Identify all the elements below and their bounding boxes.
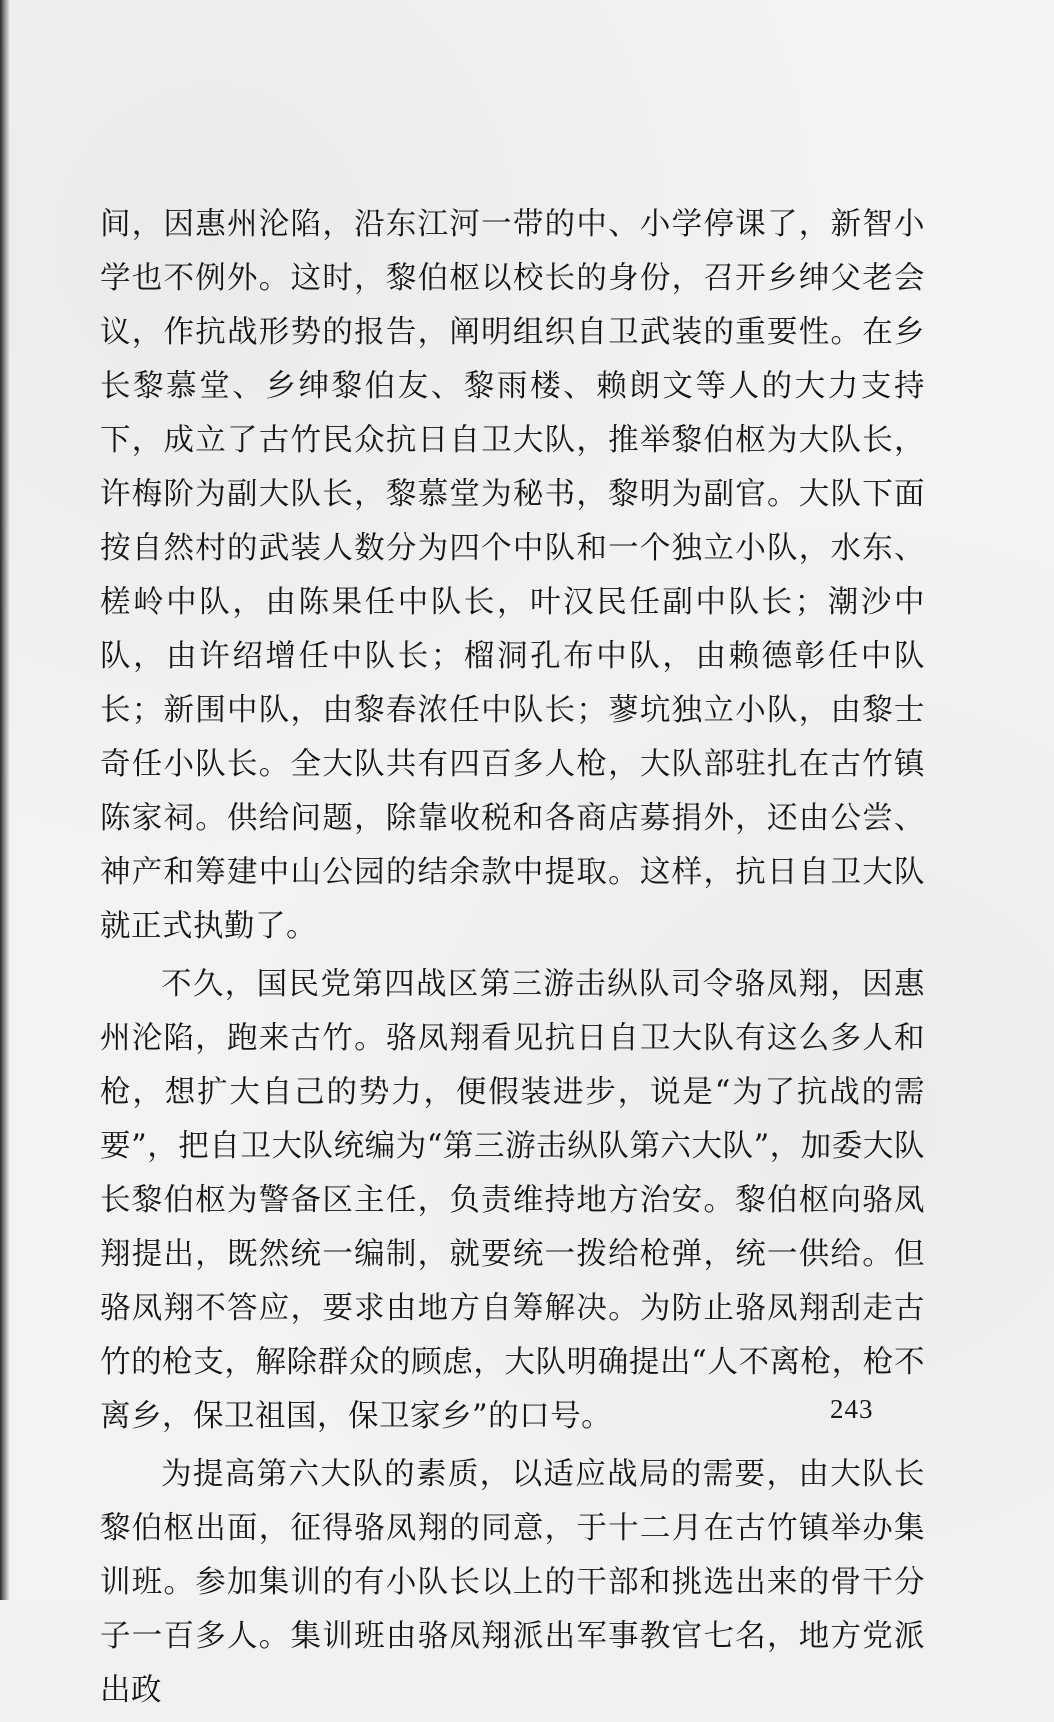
page-number: 243 xyxy=(830,1394,874,1424)
paragraph-2: 不久，国民党第四战区第三游击纵队司令骆凤翔，因惠州沦陷，跑来古竹。骆凤翔看见抗日自卫大队有这么多人和枪，想扩大自己的势力，便假装进步，说是“为了抗战的需要”，把自卫大队统编为“第三游击纵队第六大队”，加委大队长黎伯枢为警备区主任，负责维持地方治安。黎伯枢向骆凤翔提出，既然统一编制，就要统一拨给枪弹，统一供给。但骆凤翔不答应，要求由地方自筹解决。为防止骆凤翔刮走古竹的枪支，解除群众的顾虑，大队明确提出“人不离枪，枪不离乡，保卫祖国，保卫家乡”的口号。 xyxy=(100,967,925,1434)
paragraph-1: 间，因惠州沦陷，沿东江河一带的中、小学停课了，新智小学也不例外。这时，黎伯枢以校长的身份，召开乡绅父老会议，作抗战形势的报告，阐明组织自卫武装的重要性。在乡长黎慕堂、乡绅黎伯友、黎雨楼、赖朗文等人的大力支持下，成立了古竹民众抗日自卫大队，推举黎伯枢为大队长，许梅阶为副大队长，黎慕堂为秘书，黎明为副官。大队下面按自然村的武装人数分为四个中队和一个独立小队，水东、槎岭中队，由陈果任中队长，叶汉民任副中队长；潮沙中队，由许绍增任中队长；榴洞孔布中队，由赖德彰任中队长；新围中队，由黎春浓任中队长；蓼坑独立小队，由黎士奇任小队长。全大队共有四百多人枪，大队部驻扎在古竹镇陈家祠。供给问题，除靠收税和各商店募捐外，还由公尝、神产和筹建中山公园的结余款中提取。这样，抗日自卫大队就正式执勤了。 xyxy=(100,207,925,944)
page-binding-edge xyxy=(0,0,10,1600)
paragraph-3: 为提高第六大队的素质，以适应战局的需要，由大队长黎伯枢出面，征得骆凤翔的同意，于十二月在古竹镇举办集训班。参加集训的有小队长以上的干部和挑选出来的骨干分子一百多人。集训班由骆凤翔派出军事教官七名，地方党派出政 xyxy=(100,1457,925,1708)
body-text xyxy=(100,198,925,1722)
